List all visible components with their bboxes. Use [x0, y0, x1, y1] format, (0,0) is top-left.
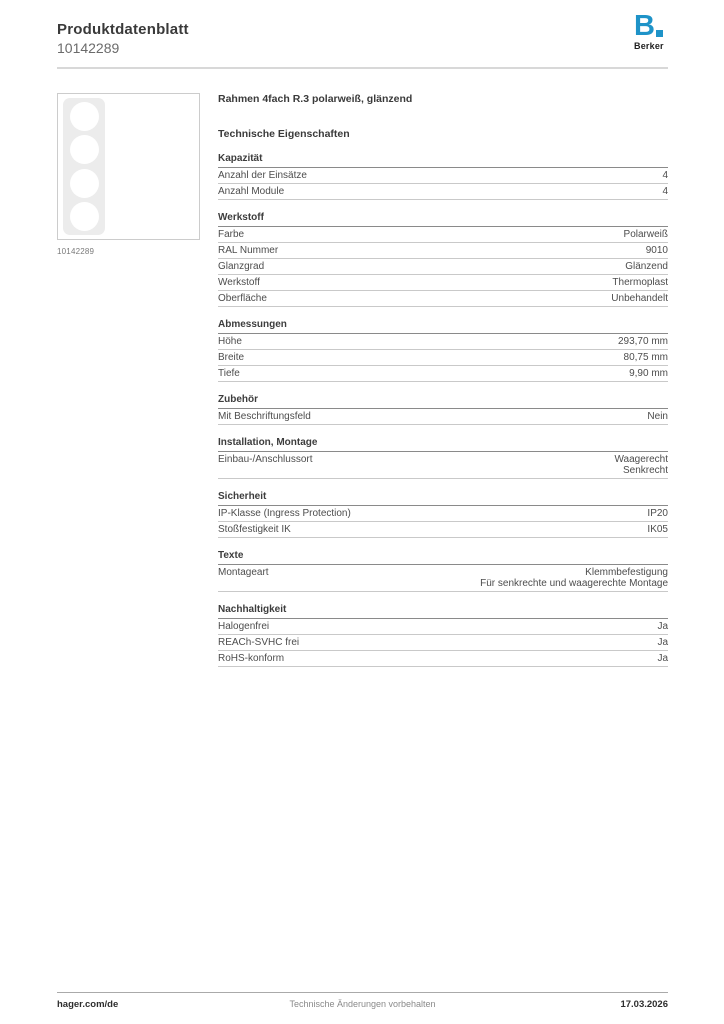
spec-value	[647, 524, 668, 535]
spec-row	[218, 506, 668, 522]
spec-value-line: Glänzend	[625, 261, 668, 272]
spec-value-line: Klemmbefestigung	[585, 567, 668, 578]
spec-row	[218, 350, 668, 366]
spec-row	[218, 184, 668, 200]
spec-value-line: 4	[662, 186, 668, 197]
header-divider	[57, 67, 668, 69]
section-rows	[218, 619, 668, 667]
spec-label: Mit Beschriftungsfeld	[218, 411, 311, 422]
section-title: Kapazität	[218, 153, 668, 168]
section-rows	[218, 565, 668, 592]
spec-value-line: Thermoplast	[612, 277, 668, 288]
technical-properties-heading: Technische Eigenschaften	[218, 128, 350, 140]
berker-logo-letter: B	[634, 10, 654, 42]
spec-row	[218, 291, 668, 307]
section-title: Nachhaltigkeit	[218, 604, 668, 619]
section-rows	[218, 227, 668, 307]
footer-disclaimer: Technische Änderungen vorbehalten	[289, 999, 436, 1009]
berker-logo-name: Berker	[634, 41, 664, 51]
spec-value-line: Für senkrechte und waagerechte Montage	[480, 578, 668, 589]
section-rows	[218, 334, 668, 382]
section-title: Abmessungen	[218, 319, 668, 334]
section-rows	[218, 409, 668, 425]
spec-section	[218, 153, 668, 200]
spec-value	[611, 293, 668, 304]
spec-value	[657, 621, 668, 632]
frame-hole	[70, 202, 99, 231]
spec-label: RoHS-konform	[218, 653, 285, 664]
spec-value	[647, 411, 668, 422]
spec-value	[625, 261, 668, 272]
spec-value	[480, 567, 668, 589]
section-title: Texte	[218, 550, 668, 565]
berker-logo-dot	[656, 30, 663, 37]
spec-label: Anzahl Module	[218, 186, 285, 197]
spec-value-line: 9010	[645, 245, 668, 256]
spec-value-line: Ja	[657, 653, 668, 664]
spec-value	[657, 637, 668, 648]
spec-value-line: IK05	[647, 524, 668, 535]
spec-value-line: Polarweiß	[623, 229, 668, 240]
footer-website: hager.com/de	[57, 999, 119, 1010]
header	[57, 21, 189, 56]
spec-label: Glanzgrad	[218, 261, 265, 272]
spec-value-line: Nein	[647, 411, 668, 422]
product-image-caption: 10142289	[57, 247, 95, 256]
spec-row	[218, 259, 668, 275]
spec-section	[218, 437, 668, 479]
spec-value-line: Senkrecht	[622, 465, 668, 476]
spec-row	[218, 565, 668, 592]
product-figure	[57, 93, 200, 256]
spec-value-line: 293,70 mm	[617, 336, 668, 347]
spec-value	[662, 186, 668, 197]
product-title: Rahmen 4fach R.3 polarweiß, glänzend	[218, 93, 413, 105]
spec-row	[218, 619, 668, 635]
spec-label: RAL Nummer	[218, 245, 279, 256]
spec-content	[218, 93, 668, 667]
spec-value-line: 9,90 mm	[629, 368, 668, 379]
section-rows	[218, 168, 668, 200]
spec-section	[218, 550, 668, 592]
spec-value-line: Unbehandelt	[611, 293, 668, 304]
spec-value	[662, 170, 668, 181]
spec-value-line: Ja	[657, 621, 668, 632]
spec-label: REACh-SVHC frei	[218, 637, 300, 648]
spec-row	[218, 334, 668, 350]
spec-value	[629, 368, 668, 379]
spec-section	[218, 491, 668, 538]
spec-row	[218, 275, 668, 291]
spec-section	[218, 319, 668, 382]
spec-label: Höhe	[218, 336, 242, 347]
frame-hole	[70, 135, 99, 164]
section-title: Zubehör	[218, 394, 668, 409]
spec-row	[218, 522, 668, 538]
spec-label: Werkstoff	[218, 277, 260, 288]
spec-row	[218, 227, 668, 243]
spec-row	[218, 168, 668, 184]
spec-label: Einbau-/Anschlussort	[218, 454, 313, 465]
section-rows	[218, 452, 668, 479]
section-title: Sicherheit	[218, 491, 668, 506]
spec-value	[624, 352, 668, 363]
spec-value	[657, 653, 668, 664]
spec-section	[218, 604, 668, 667]
frame-4gang-graphic	[63, 98, 105, 235]
section-title: Werkstoff	[218, 212, 668, 227]
spec-value-line: 4	[662, 170, 668, 181]
spec-label: Farbe	[218, 229, 245, 240]
spec-section	[218, 212, 668, 307]
frame-hole	[70, 169, 99, 198]
footer-date: 17.03.2026	[620, 999, 668, 1010]
spec-sections	[218, 153, 668, 667]
spec-value	[624, 229, 668, 240]
spec-row	[218, 651, 668, 667]
spec-label: IP-Klasse (Ingress Protection)	[218, 508, 351, 519]
spec-label: Stoßfestigkeit IK	[218, 524, 291, 535]
spec-label: Montageart	[218, 567, 269, 578]
spec-value-line: IP20	[647, 508, 668, 519]
spec-label: Tiefe	[218, 368, 240, 379]
spec-section	[218, 394, 668, 425]
spec-value-line: 80,75 mm	[623, 352, 668, 363]
spec-label: Breite	[218, 352, 245, 363]
spec-value	[618, 336, 668, 347]
spec-value	[647, 508, 668, 519]
spec-label: Halogenfrei	[218, 621, 270, 632]
spec-value	[612, 277, 668, 288]
spec-value	[646, 245, 668, 256]
spec-row	[218, 243, 668, 259]
footer-divider	[57, 992, 668, 993]
spec-row	[218, 635, 668, 651]
document-product-number: 10142289	[57, 40, 120, 56]
spec-label: Oberfläche	[218, 293, 267, 304]
spec-row	[218, 366, 668, 382]
document-title: Produktdatenblatt	[57, 21, 189, 38]
product-image	[57, 93, 200, 240]
spec-row	[218, 409, 668, 425]
spec-row	[218, 452, 668, 479]
spec-value-line: Waagerecht	[614, 454, 668, 465]
spec-label: Anzahl der Einsätze	[218, 170, 307, 181]
section-rows	[218, 506, 668, 538]
frame-hole	[70, 102, 99, 131]
footer	[57, 999, 668, 1010]
berker-logo-mark	[634, 12, 666, 40]
spec-value-line: Ja	[657, 637, 668, 648]
spec-value	[614, 454, 668, 476]
berker-logo	[634, 12, 666, 51]
section-title: Installation, Montage	[218, 437, 668, 452]
